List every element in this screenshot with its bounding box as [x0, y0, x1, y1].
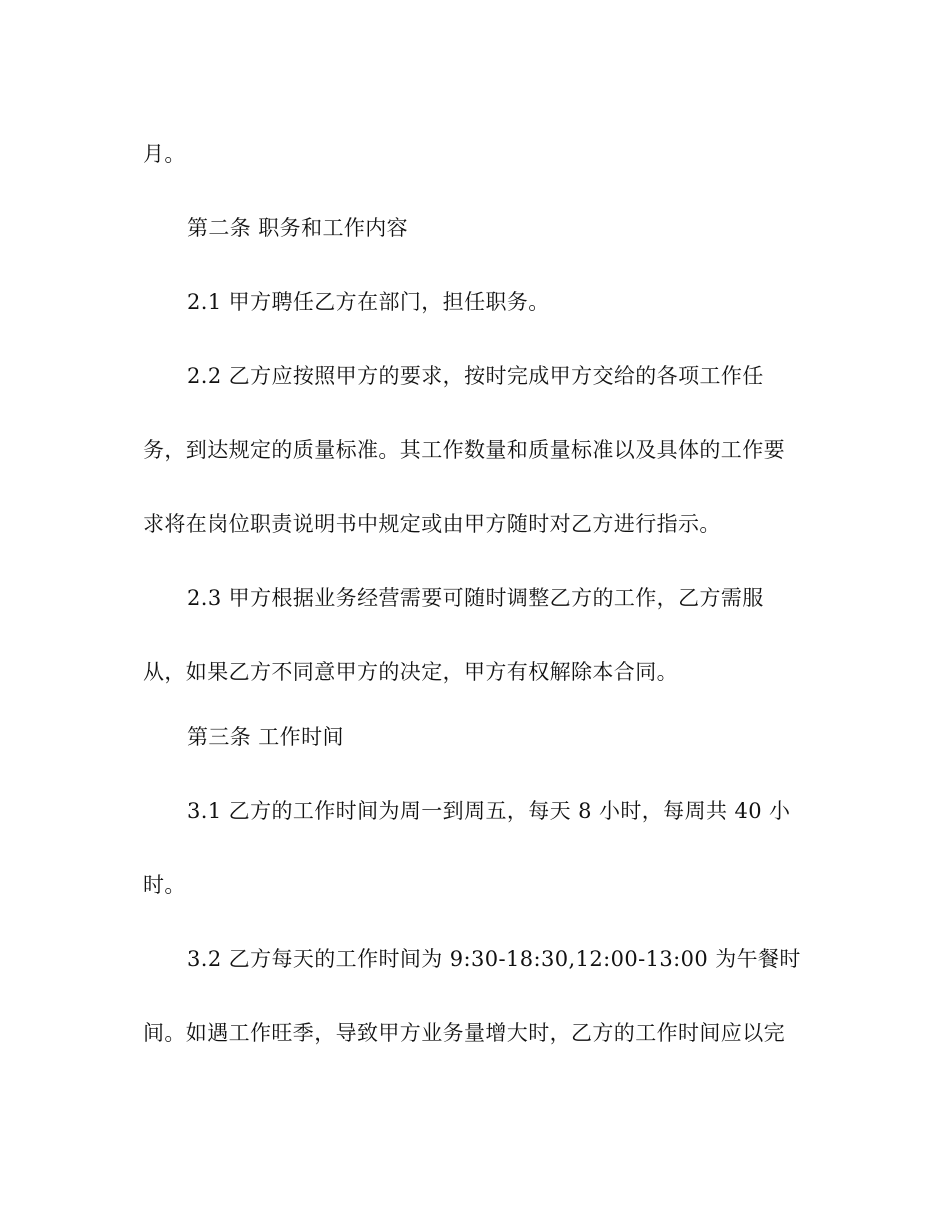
clause-paragraph: 2.1 甲方聘任乙方在部门，担任职务。	[187, 290, 550, 314]
section-heading: 第二条 职务和工作内容	[187, 216, 409, 240]
section-heading: 第三条 工作时间	[187, 725, 344, 749]
text-line: 月。	[143, 142, 186, 166]
text-line: 时。	[143, 873, 186, 897]
text-line: 从，如果乙方不同意甲方的决定，甲方有权解除本合同。	[143, 660, 678, 684]
text-line: 求将在岗位职责说明书中规定或由甲方随时对乙方进行指示。	[143, 512, 721, 536]
clause-paragraph: 3.2 乙方每天的工作时间为 9:30-18:30,12:00-13:00 为午餐时	[187, 947, 801, 971]
text-line: 间。如遇工作旺季，导致甲方业务量增大时，乙方的工作时间应以完	[143, 1021, 785, 1045]
clause-paragraph: 3.1 乙方的工作时间为周一到周五，每天 8 小时，每周共 40 小	[187, 799, 791, 823]
clause-paragraph: 2.3 甲方根据业务经营需要可随时调整乙方的工作，乙方需服	[187, 586, 764, 610]
text-line: 务，到达规定的质量标准。其工作数量和质量标准以及具体的工作要	[143, 438, 785, 462]
clause-paragraph: 2.2 乙方应按照甲方的要求，按时完成甲方交给的各项工作任	[187, 364, 764, 388]
